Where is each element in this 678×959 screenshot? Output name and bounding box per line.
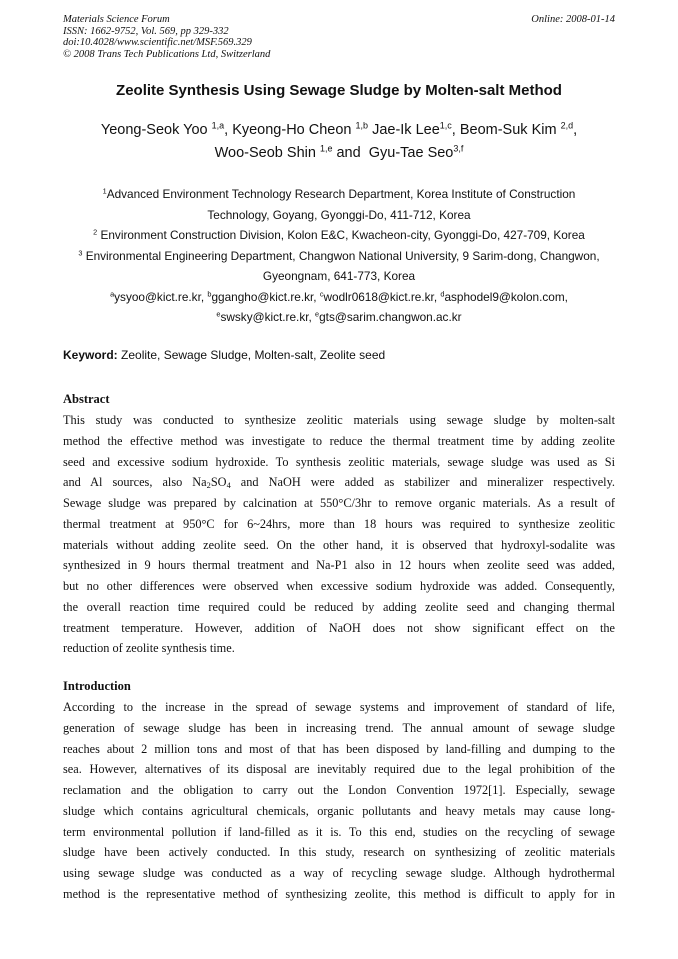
doi-line: doi:10.4028/www.scientific.net/MSF.569.329 xyxy=(63,37,252,48)
author-affil-sup: 1,c xyxy=(439,120,452,131)
abstract-line: materials without adding zeolite seed. On the other hand, it is observed that hydroxyl-sodalite was xyxy=(63,537,615,552)
keyword-line xyxy=(63,348,615,362)
journal-header xyxy=(63,14,615,60)
introduction-heading: Introduction xyxy=(63,679,131,693)
introduction-line: sludge which contains agricultural chemicals, organic pollutants and heavy metals may cause long- xyxy=(63,803,615,818)
abstract-text: SO xyxy=(210,475,227,490)
author-affil-sup: 2,d xyxy=(560,120,574,131)
paper-title: Zeolite Synthesis Using Sewage Sludge by Molten-salt Method xyxy=(116,82,562,99)
abstract-text: and NaOH were added as stabilizer and mineralizer respectively. xyxy=(230,475,615,490)
author-affil-sup: 1,e xyxy=(319,143,333,154)
author-separator: and xyxy=(332,145,365,161)
email-line-2 xyxy=(50,307,628,328)
author-list xyxy=(50,119,628,165)
author-name: Yeong-Seok Yoo xyxy=(100,122,208,138)
subscript: 4 xyxy=(226,481,231,491)
author-name: Jae-Ik Lee xyxy=(372,122,440,138)
author-name: Woo-Seob Shin xyxy=(214,145,316,161)
author-name: Gyu-Tae Seo xyxy=(368,145,454,161)
abstract-line xyxy=(63,472,615,493)
introduction-line: reaches about 2 million tons and most of that has been disposed by land-filling and dumping to the xyxy=(63,741,615,756)
keyword-text: Zeolite, Sewage Sludge, Molten-salt, Zeolite seed xyxy=(117,348,386,362)
affiliation-text: Environment Construction Division, Kolon E&C, Kwacheon-city, Gyonggi-Do, 427-709, Korea xyxy=(97,228,585,242)
abstract-line: but no other differences were observed when excessive sodium hydroxide was added. Consequently, xyxy=(63,579,615,593)
email-address: ysyoo@kict.re.kr, xyxy=(114,289,208,304)
abstract-line: seed and excessive sodium hydroxide. To synthesis zeolitic materials, sewage sludge was used as Si xyxy=(63,454,615,469)
introduction-line: generation of sewage sludge has been in increasing trend. The annual amount of sewage sludge xyxy=(63,720,615,735)
affiliation-3 xyxy=(50,246,628,267)
author-separator: , xyxy=(451,122,460,138)
introduction-body xyxy=(63,697,615,905)
introduction-line: According to the increase in the spread of sewage systems and improvement of standard of life, xyxy=(63,700,615,714)
affiliation-text: Environmental Engineering Department, Changwon National University, 9 Sarim-dong, Changwon, xyxy=(82,248,600,263)
introduction-line: sludge have been actively conducted. In this study, research on synthesizing of zeolitic materials xyxy=(63,845,615,860)
affiliation-2 xyxy=(50,225,628,246)
affiliation-3-cont: Gyeongnam, 641-773, Korea xyxy=(262,269,416,283)
introduction-line: term environmental pollution if land-filled as it is. To this end, studies on the recycling of sewage xyxy=(63,824,615,839)
abstract-line: method the effective method was investigate to reduce the thermal treatment time by adding zeolite xyxy=(63,433,615,448)
author-line-1 xyxy=(50,119,628,142)
introduction-line: using sewage sludge was conducted as a way of recycling sewage sludge. Although hydrothermal xyxy=(63,866,615,880)
abstract-heading: Abstract xyxy=(63,392,110,406)
author-name: Kyeong-Ho Cheon xyxy=(232,122,352,138)
issn-line: ISSN: 1662-9752, Vol. 569, pp 329-332 xyxy=(63,25,229,37)
email-marker: b xyxy=(207,289,212,299)
affiliation-number: 3 xyxy=(78,248,83,258)
abstract-line: synthesized in 9 hours thermal treatment and Na-P1 also in 12 hours when zeolite seed was added, xyxy=(63,558,615,573)
affiliation-number: 2 xyxy=(93,227,98,237)
abstract-body xyxy=(63,410,615,659)
journal-name: Materials Science Forum xyxy=(63,14,170,25)
email-marker: e xyxy=(216,309,221,319)
author-affil-sup: 1,b xyxy=(355,120,369,131)
abstract-line: the overall reaction time required could be reduced by adding zeolite seed and changing thermal xyxy=(63,599,615,614)
author-separator: , xyxy=(573,122,578,138)
affiliation-text: Advanced Environment Technology Research Department, Korea Institute of Construction xyxy=(106,187,576,201)
email-address: gts@sarim.changwon.ac.kr xyxy=(319,310,462,324)
affiliation-number: 1 xyxy=(102,186,107,196)
email-address: swsky@kict.re.kr, xyxy=(220,310,316,324)
email-marker: c xyxy=(319,289,324,299)
author-line-2 xyxy=(50,142,628,165)
email-address: asphodel9@kolon.com, xyxy=(444,289,568,304)
email-line-1 xyxy=(50,287,628,308)
author-affil-sup: 1,a xyxy=(211,120,225,131)
introduction-line: sea. However, alternatives of its disposal are inevitably required due to the legal prohibition of the xyxy=(63,762,615,777)
affiliation-1-cont: Technology, Goyang, Gyonggi-Do, 411-712, Korea xyxy=(207,207,471,222)
author-name: Beom-Suk Kim xyxy=(459,122,557,138)
subscript: 2 xyxy=(206,481,211,491)
author-affil-sup: 3,f xyxy=(453,143,464,154)
introduction-line: method is the representative method of synthesizing zeolite, this method is difficult to apply for in xyxy=(63,886,615,901)
keyword-label: Keyword: xyxy=(63,348,118,362)
affiliation-block xyxy=(50,184,628,328)
email-marker: a xyxy=(110,289,115,299)
copyright-line: © 2008 Trans Tech Publications Ltd, Switzerland xyxy=(63,48,271,60)
abstract-line: reduction of zeolite synthesis time. xyxy=(63,641,235,656)
introduction-line: reclamation and the obligation to carry out the London Convention 1972[1]. Especially, sewage xyxy=(63,783,615,797)
email-address: wodlr0618@kict.re.kr, xyxy=(323,289,441,304)
email-address: ggangho@kict.re.kr, xyxy=(211,289,320,304)
author-separator: , xyxy=(224,122,233,138)
abstract-line: This study was conducted to synthesize zeolitic materials using sewage sludge by molten-salt xyxy=(63,413,615,427)
affiliation-1 xyxy=(50,184,628,205)
abstract-line: treatment temperature. However, addition of NaOH does not show significant effect on the xyxy=(63,620,615,635)
abstract-text: and Al sources, also Na xyxy=(63,475,207,490)
online-date: Online: 2008-01-14 xyxy=(531,14,615,25)
email-marker: d xyxy=(440,289,445,299)
email-marker: e xyxy=(315,309,320,319)
abstract-line: Sewage sludge was prepared by calcination at 550°C/3hr to remove organic materials. As a result of xyxy=(63,496,615,510)
abstract-line: thermal treatment at 950°C for 6~24hrs, more than 18 hours was required to synthesize zeolitic xyxy=(63,516,615,531)
